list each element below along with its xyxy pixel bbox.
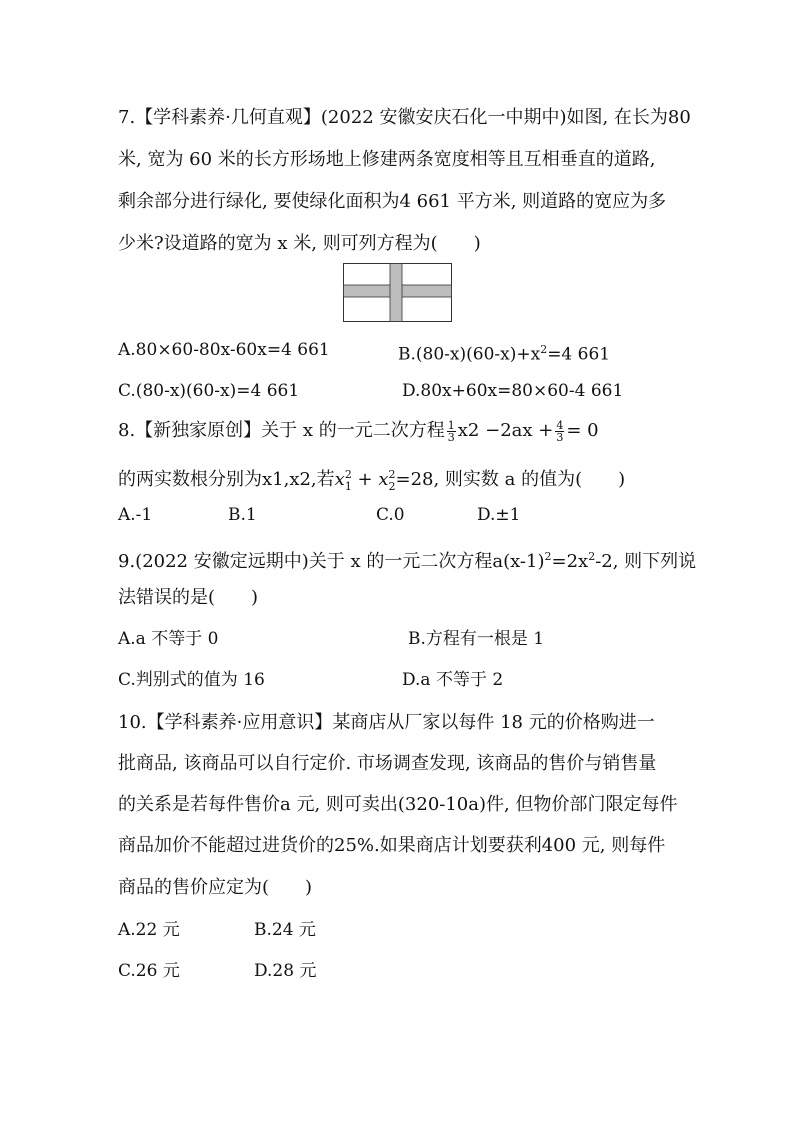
q10-option-a[interactable]: A.22 元	[118, 920, 180, 940]
q7-line-2: 米, 宽为 60 米的长方形场地上修建两条宽度相等且互相垂直的道路,	[118, 149, 656, 170]
q10-option-c[interactable]: C.26 元	[118, 961, 180, 981]
fraction-one-third: $\frac{1}{3}$	[447, 418, 455, 444]
q7-line-4: 少米?设道路的宽为 x 米, 则可列方程为( )	[118, 233, 481, 254]
q10-line-5: 商品的售价应定为( )	[118, 877, 313, 898]
q7-line-3: 剩余部分进行绿化, 要使绿化面积为4 661 平方米, 则道路的宽应为多	[118, 191, 667, 212]
q8-option-c[interactable]: C.0	[376, 505, 405, 525]
q7-road-figure	[343, 263, 452, 322]
q10-line-3: 的关系是若每件售价a 元, 则可卖出(320-10a)件, 但物价部门限定每件	[118, 794, 678, 815]
q8-option-b[interactable]: B.1	[228, 505, 257, 525]
q10-line-2: 批商品, 该商品可以自行定价. 市场调查发现, 该商品的售价与销售量	[118, 753, 657, 774]
q10-option-b[interactable]: B.24 元	[254, 920, 316, 940]
q8-line-1: 8.【新独家原创】关于 x 的一元二次方程 $\frac{1}{3}$ x2 −2ax + $\frac{4}{3}$ = 0	[118, 418, 599, 444]
q10-line-1: 10.【学科素养·应用意识】某商店从厂家以每件 18 元的价格购进一	[118, 712, 655, 733]
q9-option-a[interactable]: A.a 不等于 0	[118, 629, 219, 649]
q9-line-2: 法错误的是( )	[118, 587, 259, 608]
q8-option-d[interactable]: D.±1	[477, 505, 521, 525]
q9-option-b[interactable]: B.方程有一根是 1	[408, 629, 545, 649]
q10-option-d[interactable]: D.28 元	[254, 961, 317, 981]
fraction-four-thirds: $\frac{4}{3}$	[556, 418, 564, 444]
q10-line-4: 商品加价不能超过进货价的25%.如果商店计划要获利400 元, 则每件	[118, 835, 666, 856]
q7-line-1: 7.【学科素养·几何直观】(2022 安徽安庆石化一中期中)如图, 在长为80	[118, 107, 691, 128]
q9-option-d[interactable]: D.a 不等于 2	[402, 670, 504, 690]
q8-option-a[interactable]: A.-1	[118, 505, 153, 525]
q7-option-d[interactable]: D.80x+60x=80×60-4 661	[402, 381, 624, 401]
q7-option-a[interactable]: A.80×60-80x-60x=4 661	[118, 340, 330, 360]
q7-option-c[interactable]: C.(80-x)(60-x)=4 661	[118, 381, 300, 401]
q9-line-1: 9.(2022 安徽定远期中)关于 x 的一元二次方程$a(x-1)^2=2x^2-2$, 则下列说	[118, 550, 697, 572]
q7-option-b[interactable]: $B.(80-x)(60-x)+x^2=4$ 661	[398, 343, 611, 365]
q8-line-2: 的两实数根分别为x1,x2,若$x^2_1 + x^2_2=28$, 则实数 a 的值为( )	[118, 468, 626, 493]
q9-option-c[interactable]: C.判别式的值为 16	[118, 670, 265, 690]
